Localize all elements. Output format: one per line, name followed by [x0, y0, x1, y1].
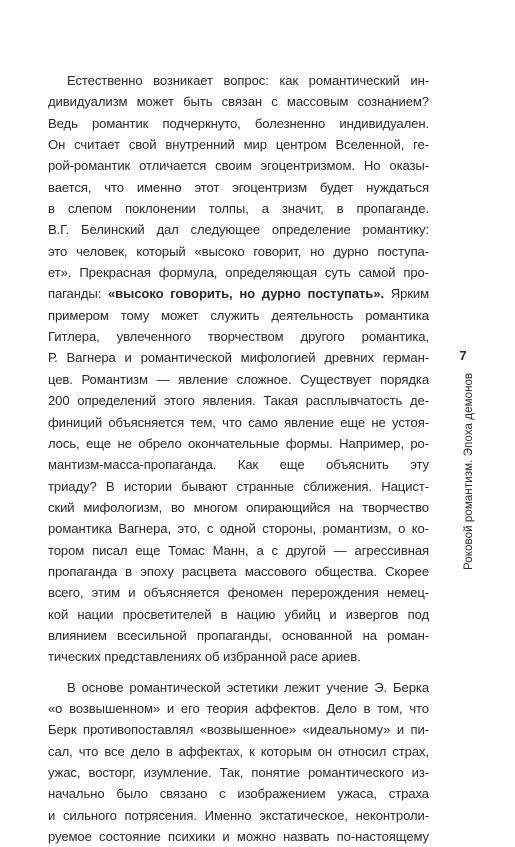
text-line: тором писал еще Томас Манн, а с другой — агрессивная [48, 542, 429, 558]
text-line: рой-романтик отличается своим эгоцентризмом. Но оказы- [48, 158, 429, 174]
text-line: «о возвышенном» и его теория аффектов. Дело в том, что [48, 700, 429, 716]
text-line: Берк противопоставлял «возвышенное» «идеальному» и пи- [48, 722, 429, 738]
text-line: примером тому может служить деятельность романтика [48, 307, 429, 323]
text-line: цев. Романтизм — явление сложное. Существует порядка [48, 371, 429, 387]
text-line: и сильного потрясения. Именно экстатическое, неконтроли- [48, 807, 429, 823]
paragraph-gap [48, 668, 429, 677]
text-line: вается, что именно этот эгоцентризм будет нуждаться [48, 179, 429, 195]
text-line: пропаганда в эпоху расцвета массового общества. Скорее [48, 563, 429, 579]
text-line: ужас, восторг, изумление. Так, понятие романтического из- [48, 765, 429, 780]
text-line: лось, еще не обрело окончательные формы. Например, ро- [48, 435, 429, 451]
text-line: кой нации просветителей в нацию убийц и извергов под [48, 606, 429, 622]
text-fragment: паганды: [48, 286, 108, 302]
text-line: это человек, который «высоко говорит, но дурно поступа- [48, 243, 429, 259]
page-number: 7 [459, 348, 467, 363]
text-line: романтика Вагнера, это, с одной стороны, романтизм, о ко- [48, 521, 429, 537]
text-line: финиций объясняется тем, что само явление еще не устоя- [48, 414, 429, 430]
text-line: триаду? В истории бывают странные сближения. Нацист- [48, 478, 429, 494]
text-line-with-quote [48, 283, 429, 304]
text-line: ский мифологизм, во многом опирающийся на творчество [48, 499, 429, 515]
text-line: 200 определений этого явления. Такая расплывчатость де- [48, 393, 429, 409]
text-line: влиянием всесильной пропаганды, основанной на роман- [48, 627, 429, 643]
text-line: Гитлера, увлеченного творчеством другого романтика, [48, 329, 429, 345]
text-line: В.Г. Белинский дал следующее определение романтику: [48, 222, 429, 238]
text-line: Ведь романтик подчеркнуто, болезненно индивидуален. [48, 115, 429, 131]
text-line: Он считает свой внутренний мир центром Вселенной, ге- [48, 137, 429, 153]
text-line: руемое состояние психики и можно назвать по-настоящему [48, 829, 429, 845]
text-line: Р. Вагнера и романтической мифологией древних герман- [48, 350, 429, 366]
text-line: начально было связано с изображением ужаса, страха [48, 786, 429, 802]
text-fragment: Ярким [383, 286, 429, 302]
text-line: сал, что все дело в аффектах, к которым он относил страх, [48, 743, 429, 759]
text-line: дивидуализм может быть связан с массовым сознанием? [48, 94, 429, 110]
text-line: всего, этим и объясняется феномен перерождения немец- [48, 585, 429, 601]
text-line: Естественно возникает вопрос: как романтический ин- [67, 73, 429, 88]
running-head: Роковой романтизм. Эпоха демонов [463, 372, 475, 570]
text-line: мантизм-масса-пропаганда. Как еще объяснить эту [48, 457, 429, 473]
main-text [48, 70, 429, 847]
text-line: ет». Прекрасная формула, определяющая суть самой про- [48, 265, 429, 281]
text-line: тических представлениях об избранной расе ариев. [48, 649, 361, 665]
text-line: В основе романтической эстетики лежит учение Э. Берка [67, 679, 429, 695]
bold-quote: «высоко говорить, но дурно поступать». [108, 286, 384, 302]
text-line: в слепом поклонении толпы, а значит, в пропаганде. [48, 201, 429, 217]
